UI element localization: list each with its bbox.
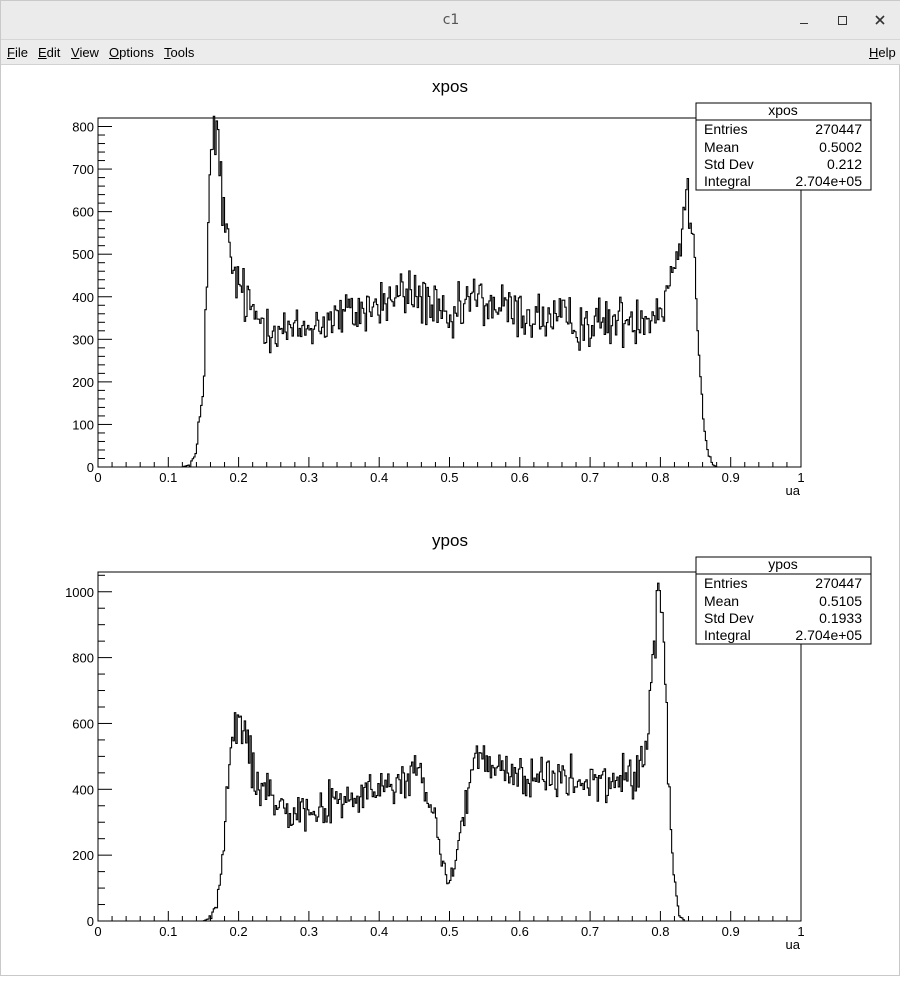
x-tick-label: 0.6 [510, 470, 529, 485]
x-axis-label: ua [785, 483, 800, 498]
y-tick-label: 400 [72, 289, 94, 305]
x-tick-label: 0.2 [229, 924, 248, 939]
x-tick-label: 0.5 [440, 924, 459, 939]
canvas[interactable] [1, 65, 900, 977]
stats-value-mean: 0.5105 [819, 593, 862, 609]
y-tick-label: 700 [72, 162, 94, 178]
minimize-button[interactable] [793, 9, 815, 31]
x-tick-label: 0.7 [581, 470, 600, 485]
x-tick-label: 0.4 [370, 470, 389, 485]
x-tick-label: 0.1 [159, 924, 178, 939]
x-tick-label: 0.2 [229, 470, 248, 485]
maximize-icon [838, 16, 847, 25]
x-tick-label: 0.3 [299, 470, 318, 485]
stats-label-integral: Integral [704, 173, 751, 189]
y-tick-label: 800 [72, 119, 94, 135]
minimize-icon [800, 23, 808, 24]
x-tick-label: 0.4 [370, 924, 389, 939]
y-tick-label: 800 [72, 650, 94, 666]
stats-value-mean: 0.5002 [819, 139, 862, 155]
y-tick-label: 0 [86, 914, 94, 929]
window-title: c1 [442, 12, 460, 28]
menu-options[interactable]: Options [109, 45, 154, 60]
stats-label-stddev: Std Dev [704, 610, 754, 626]
stats-label-entries: Entries [704, 575, 748, 591]
histogram-title: xpos [432, 77, 468, 96]
y-tick-label: 400 [72, 782, 94, 798]
stats-value-entries: 270447 [815, 575, 862, 591]
menu-edit[interactable]: Edit [38, 45, 61, 60]
stats-box[interactable] [696, 102, 871, 190]
x-tick-label: 0.3 [299, 924, 318, 939]
y-tick-label: 100 [72, 417, 94, 433]
y-tick-label: 200 [72, 374, 94, 390]
x-tick-label: 1 [797, 470, 805, 485]
x-tick-label: 0.1 [159, 470, 178, 485]
stats-value-entries: 270447 [815, 121, 862, 137]
menu-bar [1, 40, 900, 65]
y-tick-label: 300 [72, 332, 94, 348]
stats-value-integral: 2.704e+05 [795, 627, 862, 643]
y-tick-label: 600 [72, 204, 94, 220]
stats-value-integral: 2.704e+05 [795, 173, 862, 189]
stats-label-entries: Entries [704, 121, 748, 137]
menu-view[interactable]: View [71, 45, 99, 60]
y-tick-label: 1000 [65, 584, 94, 600]
y-tick-label: 200 [72, 848, 94, 864]
menu-file[interactable]: File [7, 45, 28, 60]
close-icon [875, 15, 885, 25]
menu-help[interactable]: Help [869, 45, 896, 60]
x-tick-label: 0.7 [581, 924, 600, 939]
stats-value-stddev: 0.1933 [819, 610, 862, 626]
stats-name: ypos [768, 556, 798, 572]
histogram-title: ypos [432, 531, 468, 550]
x-tick-label: 1 [797, 924, 805, 939]
title-bar[interactable] [1, 1, 900, 40]
x-tick-label: 0.8 [651, 470, 670, 485]
stats-box[interactable] [696, 556, 871, 644]
x-tick-label: 0.8 [651, 924, 670, 939]
histogram-pad-xpos[interactable] [72, 77, 871, 498]
x-axis-label: ua [785, 937, 800, 952]
menu-tools[interactable]: Tools [164, 45, 195, 60]
y-tick-label: 600 [72, 716, 94, 732]
stats-label-mean: Mean [704, 593, 740, 609]
y-tick-label: 0 [86, 460, 94, 475]
stats-label-integral: Integral [704, 627, 751, 643]
x-tick-label: 0.9 [721, 924, 740, 939]
x-tick-label: 0.6 [510, 924, 529, 939]
x-tick-label: 0.5 [440, 470, 459, 485]
histogram-pad-ypos[interactable] [65, 531, 871, 952]
y-tick-label: 500 [72, 247, 94, 263]
stats-value-stddev: 0.212 [826, 156, 862, 172]
close-button[interactable] [869, 9, 891, 31]
stats-label-mean: Mean [704, 139, 740, 155]
stats-label-stddev: Std Dev [704, 156, 754, 172]
x-tick-label: 0.9 [721, 470, 740, 485]
x-tick-label: 0 [94, 470, 102, 485]
x-tick-label: 0 [94, 924, 102, 939]
maximize-button[interactable] [831, 9, 853, 31]
canvas-svg[interactable] [1, 65, 900, 977]
stats-name: xpos [768, 102, 798, 118]
